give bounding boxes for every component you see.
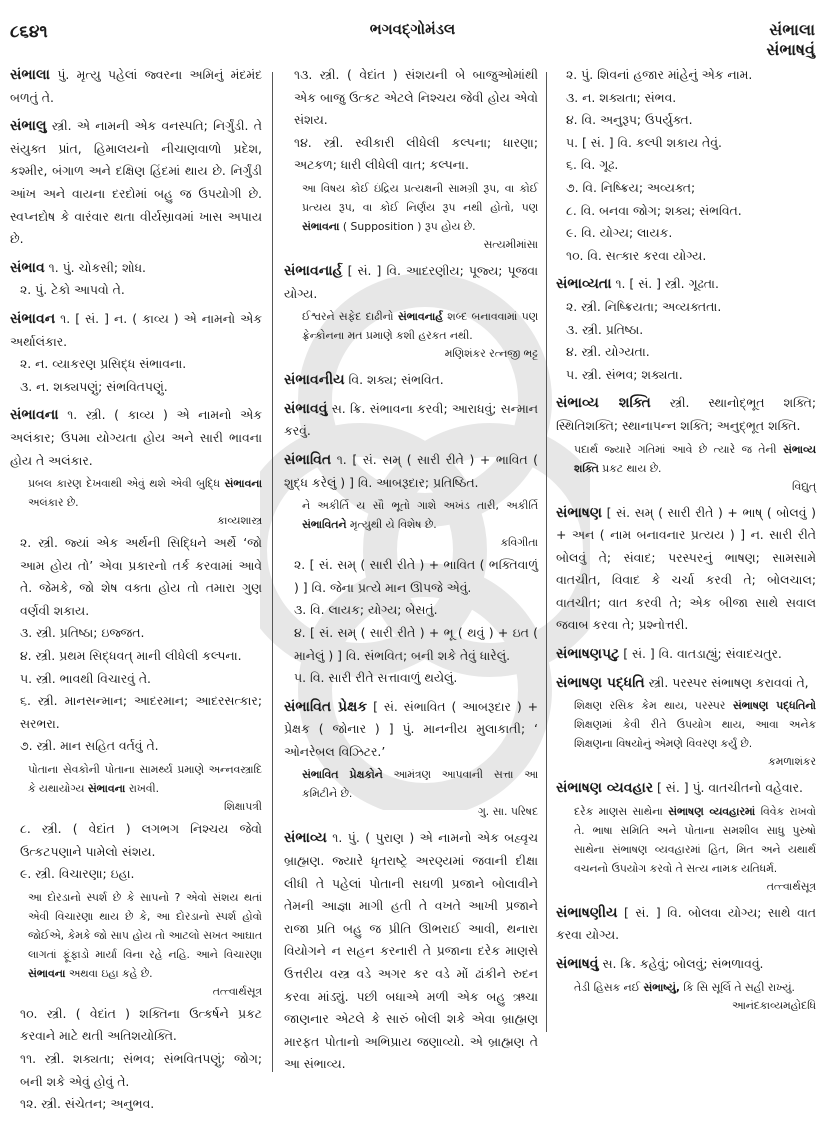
- entry-headword: સંભાલુ: [10, 118, 47, 135]
- entry-headword: સંભાષણપટુ: [556, 646, 620, 663]
- entry-text: [ સં. ] વિ. બોલવા યોગ્ય; સાથે વાત કરવા યોગ્ય.: [556, 904, 816, 943]
- citation-source: સત્યમીમાંસા: [483, 237, 538, 251]
- sense-item: ૧૪. સ્ત્રી. સ્વીકારી લીધેલી કલ્પના; ધારણા; અટકળ; ધારી લીધેલી વાત; કલ્પના.: [294, 134, 538, 173]
- entry-definition: [556, 902, 816, 947]
- entry-headword: સંભાષણ વ્યવહાર: [556, 780, 654, 797]
- entry-definition: [284, 260, 538, 305]
- dictionary-entry: [284, 369, 538, 392]
- dictionary-entry: [556, 672, 816, 772]
- citation-quote: [284, 496, 538, 552]
- quote-text: શિક્ષણ રસિક કેમ થાય, પરસ્પર: [574, 699, 733, 713]
- sense-item: ૧૧. સ્ત્રી. શક્યતા; સંભવ; સંભવિતપણું; જોગ; બની શકે એવું હોવું તે.: [20, 1051, 262, 1089]
- quote-text: મૃત્યુથી યે વિશેષ છે.: [346, 518, 437, 532]
- sense-item: ૨. સ્ત્રી. જ્યાં એક અર્થની સિદ્ધિને અર્થે ‘જો આમ હોય તો’ એવા પ્રકારનો તર્ક કરવામાં આવે તે. જેમકે, જો શેષ વક્તા હોય તો તમારા ગુણ વર્ણવી શકાય.: [20, 535, 262, 618]
- citation-quote: [556, 696, 816, 771]
- quote-text: અલંકાર છે.: [28, 496, 79, 510]
- entry-headword: સંભાવનાર્હ: [284, 262, 343, 279]
- quote-text: શબ્દ બનાવવામાં પણ ફ્રેન્કોનના મત પ્રમાણે કશી હરકત નથી.: [302, 310, 538, 343]
- entry-text: ૧. [ સં. ] સ્ત્રી. ગૂઢતા.: [615, 276, 719, 292]
- quote-text: પ્રબલ કારણ દેખવાથી એવું થશે એવી બુદ્ધિ: [28, 477, 225, 491]
- column-left: [10, 64, 262, 1122]
- dictionary-entry: [556, 953, 816, 1015]
- entry-headword: સંભાષણ: [556, 504, 603, 521]
- dictionary-entry: [284, 827, 538, 1076]
- entry-headword: સંભાલા: [10, 67, 50, 83]
- quote-highlight: સંભાવના: [302, 219, 340, 233]
- dictionary-entry: [10, 404, 262, 1115]
- entry-text: પું. મૃત્યુ પહેલાં જ્વરના અમિનું મંદમંદ બળતું તે.: [10, 67, 262, 105]
- entry-text: [ સં. સમ્ ( સારી રીતે ) + ભાષ્ ( બોલવું ) + અન ( નામ બનાવનાર પ્રત્યય ) ] ન. સારી રીતે બોલવું તે; સંવાદ; પરસ્પરનું ભાષણ; સામસામે વાતચીત, વિવાદ કે ચર્ચા કરવી તે; બોલચાલ; વાતચીત; વાત કરવી તે; એક બીજા સાથે સવાલ જવાબ કરવા તે; પ્રશ્નોત્તરી.: [556, 504, 816, 633]
- citation-source: તત્ત્વાર્થસૂત્ર: [212, 984, 262, 998]
- quote-text: ઈશ્વરને સફેદ દાઢીનો: [302, 310, 398, 324]
- dictionary-entry: [556, 273, 816, 386]
- entry-headword: સંભાષણીય: [556, 904, 618, 921]
- running-title: ભગવદ્ગોમંડલ: [369, 20, 456, 38]
- entry-definition: [556, 392, 816, 437]
- dictionary-entry: [556, 392, 816, 495]
- quote-highlight: સંભાષણ વ્યવહારમાં: [668, 804, 756, 818]
- citation-source: તત્ત્વાર્થસૂત્ર: [766, 879, 816, 893]
- entry-text: ૧. પું. ( પુરાણ ) એ નામનો એક બહ્વૃચ બ્રાહ્મણ. જ્યારે ધૃતરાષ્ટ્રે અરણ્યમાં જવાની દીક્ષા લીધી તે પહેલાં પોતાની સઘળી પ્રજાને બોલાવીને તેમની આજ્ઞા માગી હતી તે વખતે આખી પ્રજાને રાજા પ્રતિ બહુ જ પ્રીતિ ઊભરાઈ આવી, થનારા વિયોગને ન સહન કરનારી તે પ્રજાના દરેક માણસે ઉત્તરીય વસ્ત્ર વડે અગર કર વડે મોં ઢાંકીને રુદન કરવા માંડ્યું. પછી બધાએ મળી એક બહુ ઋચા જાણનાર એટલે કે સારું બોલી શકે એવા બ્રાહ્મણ મારફત પોતાનો અભિપ્રાય જણાવ્યો. એ બ્રાહ્મણ તે આ સંભાવ્ય.: [284, 830, 538, 1072]
- sense-item: ૨. સ્ત્રી. નિષ્ક્રિયતા; અવ્યક્તતા.: [566, 298, 722, 314]
- entry-headword: સંભાવ્ય: [284, 830, 327, 847]
- guide-words: [766, 20, 815, 60]
- sense-item: ૪. [ સં. સમ્ ( સારી રીતે ) + ભૂ ( થવું ) + ઇત ( માનેલું ) ] વિ. સંભવિત; બની શકે તેવું ધારેલું.: [294, 624, 538, 663]
- quote-highlight: સંભાષ્યું,: [643, 980, 680, 994]
- entry-text: ૧. પું. ચોકસી; શોધ.: [48, 259, 146, 275]
- quote-text: ને અકીર્તિ ય સૌ ભૂતો ગાશે અખંડ તારી, અકીર્તિ: [302, 499, 538, 513]
- citation-source: મણિશંકર રત્નજી ભટ્ટ: [444, 347, 538, 361]
- entry-definition: [10, 404, 262, 472]
- citation-source: વિદ્યુત્: [792, 479, 816, 493]
- sense-item: ૧૩. સ્ત્રી. ( વેદાંત ) સંશયની બે બાજુઓમાંથી એક બાજુ ઉત્કટ એટલે નિશ્ચય જેવી હોય એવો સંશય.: [294, 67, 538, 128]
- citation-quote: [10, 760, 262, 816]
- sense-item: ૧૦. સ્ત્રી. ( વેદાંત ) શક્તિના ઉત્કર્ષને પ્રકટ કરવાને માટે થતી અતિશયોક્તિ.: [20, 1005, 262, 1044]
- entry-text: [ સં. ] વિ. આદરણીય; પૂજ્ય; પૂજવા યોગ્ય.: [284, 262, 538, 301]
- sense-item: ૩. સ્ત્રી. પ્રતિષ્ઠા; ઇજ્જત.: [20, 625, 145, 641]
- dictionary-entry: [10, 115, 262, 251]
- dictionary-entry: [284, 260, 538, 363]
- entry-definition: [284, 369, 538, 392]
- sense-item: ૫. [ સં. ] વિ. કલ્પી શકાય તેવું.: [566, 134, 722, 150]
- sense-item: ૮. વિ. બનવા જોગ; શક્ય; સંભવિત.: [566, 202, 742, 218]
- dictionary-entry: [556, 902, 816, 947]
- sense-item: ૪. વિ. અનુરૂપ; ઉપર્યુક્ત.: [566, 112, 693, 128]
- quote-text: આમંત્રણ આપવાની સત્તા આ કમિટીને છે.: [302, 768, 538, 801]
- entry-headword: સંભાષવું: [556, 956, 599, 973]
- entry-definition: [556, 643, 816, 666]
- citation-quote: [556, 802, 816, 896]
- citation-source: ગુ. સા. પરિષદ: [477, 805, 538, 819]
- quote-text: કિ સિ સૂર્લિ તે સહી રાખ્યું.: [680, 980, 795, 994]
- entry-text: ૧. [ સં. સમ્ ( સારી રીતે ) + ભાવિત ( શુદ્ધ કરેલું ) ] વિ. આબરૂદાર; પ્રતિષ્ઠિત.: [284, 451, 538, 490]
- quote-text: પોતાના સેવકોની પોતાના સામર્થ્ય પ્રમાણે અન્નવસ્ત્રાદિ કે યથાયોગ્ય: [28, 763, 262, 796]
- quote-text: શિક્ષણમાં કેવી રીતે ઉપયોગ થાય, આવા અનેક શિક્ષણના વિષયોનું એમણે વિવરણ કર્યું છે.: [574, 718, 816, 751]
- citation-quote: [284, 307, 538, 363]
- dictionary-entry: [10, 308, 262, 398]
- sense-item: ૪. સ્ત્રી. યોગ્યતા.: [566, 344, 650, 360]
- citation-quote: [284, 765, 538, 821]
- sense-item: ૬. સ્ત્રી. માનસન્માન; આદરમાન; આદરસત્કાર; સરભરા.: [20, 693, 262, 731]
- sense-item: ૨. પું. ટેકો આપવો તે.: [20, 282, 125, 298]
- sense-item: ૨. ન. વ્યાકરણ પ્રસિદ્ધ સંભાવના.: [20, 356, 187, 372]
- entry-headword: સંભાવિત: [284, 451, 332, 468]
- quote-highlight: સંભાવ્ય શક્તિ: [574, 442, 816, 475]
- sense-item: ૩. વિ. લાયક; યોગ્ય; બેસતું.: [294, 602, 438, 618]
- entry-definition: [284, 449, 538, 494]
- entry-text: સ્ત્રી. પરસ્પર સંભાષણ કરાવવાં તે,: [648, 674, 809, 690]
- entry-headword: સંભાવના: [10, 407, 59, 424]
- sense-item: ૯. વિ. યોગ્ય; લાયક.: [566, 225, 673, 241]
- dictionary-entry: [556, 777, 816, 896]
- sense-item: ૬. વિ. ગૂઢ.: [566, 157, 619, 173]
- sense-item: ૩. સ્ત્રી. પ્રતિષ્ઠા.: [566, 321, 644, 337]
- sense-item: ૧૨. સ્ત્રી. સંચેતન; અનુભવ.: [20, 1096, 155, 1112]
- sense-item: ૫. વિ. સારી રીતે સત્તાવાળું થયેલું.: [294, 670, 458, 686]
- entry-headword: સંભાવ્યતા: [556, 276, 612, 293]
- entry-definition: [10, 64, 262, 109]
- citation-quote: [556, 978, 816, 1015]
- entry-text: સ. ક્રિ. સંભાવના કરવી; આરાધવું; સન્માન કરવું.: [284, 400, 538, 439]
- dictionary-entry: [284, 449, 538, 690]
- entry-headword: સંભાવવું: [284, 400, 328, 417]
- dictionary-entry: [284, 696, 538, 822]
- sense-item: ૮. સ્ત્રી. ( વેદાંત ) લગભગ નિશ્ચય જેવો ઉત્કટપણાને પામેલો સંશય.: [20, 821, 262, 859]
- entry-text: [ સં. સંભાવિત ( આબરૂદાર ) + પ્રેક્ષક ( જોનાર ) ] પું. માનનીય મુલાકાતી; ‘ ઓનરેબલ વિઝિટર.’: [284, 698, 538, 759]
- page-number: ૮૬૪૧: [10, 22, 48, 42]
- quote-highlight: સંભાવિત પ્રેક્ષકોને: [302, 768, 383, 782]
- citation-source: કાવ્યશાસ્ત્ર: [217, 514, 262, 528]
- quote-highlight: સંભાવના: [28, 966, 66, 980]
- sense-item: ૩. ન. શક્યતા; સંભવ.: [566, 89, 677, 105]
- dictionary-entry: [284, 64, 538, 254]
- entry-headword: સંભાવનીય: [284, 372, 345, 389]
- entry-text: ૧. [ સં. ] ન. ( કાવ્ય ) એ નામનો એક અર્થાલંકાર.: [10, 310, 262, 349]
- quote-text: આ વિષય કોઈ ઇંદ્રિય પ્રત્યક્ષની સામગ્રી રૂપ, વા કોઈ પ્રત્યય રૂપ, વા કોઈ નિર્ણય રૂપ નથી હોતો, પણ: [302, 181, 538, 214]
- entry-definition: [10, 115, 262, 251]
- entry-text: [ સં. ] પું. વાતચીતનો વહેવાર.: [657, 780, 803, 796]
- guide-word-last: સંભાષવું: [766, 40, 815, 59]
- quote-text: અથવા ઇહા કહે છે.: [65, 966, 153, 980]
- guide-word-first: સંભાલા: [769, 20, 815, 39]
- entry-headword: સંભાવિત પ્રેક્ષક: [284, 698, 368, 715]
- dictionary-entry: [284, 398, 538, 443]
- citation-source: કવિગીતા: [500, 536, 538, 550]
- entry-definition: [284, 696, 538, 764]
- dictionary-entry: [556, 64, 816, 267]
- entry-text: [ સં. ] વિ. વાતડાહ્યું; સંવાદચતુર.: [623, 646, 782, 662]
- quote-highlight: સંભાવનાર્હ: [397, 310, 443, 324]
- columns: [0, 64, 825, 1114]
- citation-quote: [284, 179, 538, 254]
- citation-quote: [10, 888, 262, 1001]
- entry-definition: [284, 827, 538, 1076]
- sense-item: ૩. ન. શક્યપણું; સંભવિતપણું.: [20, 378, 168, 394]
- entry-definition: [10, 257, 262, 280]
- quote-text: આ દોરડાનો સ્પર્શ છે કે સાપનો ? એવો સંશય થતાં એવી વિચારણા થાય છે કે, આ દોરડાનો સ્પર્શ હોવો જોઈએ, કેમકે જો સાપ હોય તો આટલો સખત આઘાત લાગતાં ફૂંફાડો માર્યા વિના રહે નહિ. આને વિચારણા: [28, 890, 262, 961]
- quote-highlight: સંભાવના: [224, 477, 262, 491]
- entry-text: સ્ત્રી. સ્થાનોદ્ભૂત શક્તિ; સ્થિતિશક્તિ; સ્થાનાપન્ન શક્તિ; અનુદ્ભૂત શક્તિ.: [556, 395, 816, 433]
- sense-item: ૫. સ્ત્રી. સંભવ; શક્યતા.: [566, 366, 683, 382]
- citation-source: કમળાશંકર: [768, 755, 816, 769]
- sense-item: ૧૦. વિ. સત્કાર કરવા યોગ્ય.: [566, 247, 707, 263]
- sense-item: ૭. વિ. નિષ્ક્રિય; અવ્યક્ત;: [566, 179, 696, 195]
- dictionary-entry: [556, 502, 816, 638]
- sense-item: ૪. સ્ત્રી. પ્રથમ સિદ્ધવત્ માની લીધેલી કલ્પના.: [20, 648, 242, 664]
- quote-highlight: સંભાષણ પદ્ધતિનો: [732, 699, 816, 713]
- sense-item: ૯. સ્ત્રી. વિચારણા; ઇહા.: [20, 866, 135, 882]
- dictionary-entry: [10, 257, 262, 302]
- entry-definition: [556, 777, 816, 800]
- quote-text: પ્રકટ થાય છે.: [598, 461, 662, 475]
- sense-item: ૨. પું. શિવનાં હજાર માંહેનું એક નામ.: [566, 67, 753, 82]
- citation-source: આનંદકાવ્યમહોદધિ: [731, 998, 816, 1012]
- quote-text: પદાર્થ જ્યારે ગતિમાં આવે છે ત્યારે જ તેની: [574, 442, 783, 456]
- entry-text: ૧. સ્ત્રી. ( કાવ્ય ) એ નામનો એક અલંકાર; ઉપમા યોગ્યતા હોય અને સારી ભાવના હોય તે અલંકાર.: [10, 407, 262, 468]
- citation-quote: [556, 440, 816, 496]
- entry-definition: [556, 273, 816, 296]
- entry-text: સ્ત્રી. એ નામની એક વનસ્પતિ; નિર્ગુંડી. તે સંયુક્ત પ્રાંત, હિમાલયનો નીચાણવાળો પ્રદેશ, કશ્મીર, બંગાળ અને દક્ષિણ હિંદમાં થાય છે. નિર્ગુંડી આંખ અને વાયના દરદોમાં બહુ જ ઉપયોગી છે. સ્વપ્નદોષ કે વારંવાર થતા વીર્યસ્રાવમાં ખાસ અપાય છે.: [10, 118, 262, 247]
- quote-text: દરેક માણસ સાથેના: [574, 804, 669, 818]
- entry-definition: [10, 308, 262, 353]
- sense-item: ૭. સ્ત્રી. માન સહિત વર્તવું તે.: [20, 738, 159, 754]
- quote-text: રાખવી.: [125, 782, 160, 796]
- entry-headword: સંભાવન: [10, 310, 56, 327]
- dictionary-entry: [556, 643, 816, 666]
- column-middle: [284, 64, 538, 1082]
- entry-text: વિ. શક્ય; સંભવિત.: [348, 372, 444, 388]
- quote-text: ( Supposition ) રૂપ હોય છે.: [339, 219, 476, 233]
- citation-source: શિક્ષાપત્રી: [224, 800, 262, 814]
- dictionary-entry: [10, 64, 262, 109]
- entry-definition: [556, 502, 816, 638]
- sense-item: ૫. સ્ત્રી. ભાવથી વિચારવું તે.: [20, 670, 151, 686]
- entry-headword: સંભાવ: [10, 259, 45, 276]
- quote-text: વિવેક રાખવો તે. ભાષા સમિતિ અને પોતાના સમશીલ સાધુ પુરુષો સાથેના સંભાષણ વ્યવહારમાં હિત, મિત અને યથાર્થ વચનનો ઉપયોગ કરવો તે સત્ય નામક યતિધર્મ.: [574, 804, 816, 875]
- quote-highlight: સંભાવિતને: [302, 518, 347, 532]
- entry-definition: [284, 398, 538, 443]
- citation-quote: [10, 474, 262, 530]
- column-right: [556, 64, 816, 1021]
- entry-headword: સંભાષણ પદ્ધતિ: [556, 674, 645, 691]
- entry-definition: [556, 672, 816, 695]
- sense-item: ૨. [ સં. સમ્ ( સારી રીતે ) + ભાવિત ( ભક્તિવાળું ) ] વિ. જેના પ્રત્યે માન ઊપજે એવું.: [294, 557, 538, 595]
- entry-headword: સંભાવ્ય શક્તિ: [556, 395, 651, 412]
- quote-highlight: સંભાવના: [87, 782, 126, 796]
- entry-definition: [556, 953, 816, 976]
- quote-text: તેડી હિસક નઈ: [574, 980, 644, 994]
- entry-text: સ. ક્રિ. કહેવું; બોલવું; સંભળાવવું.: [602, 956, 764, 972]
